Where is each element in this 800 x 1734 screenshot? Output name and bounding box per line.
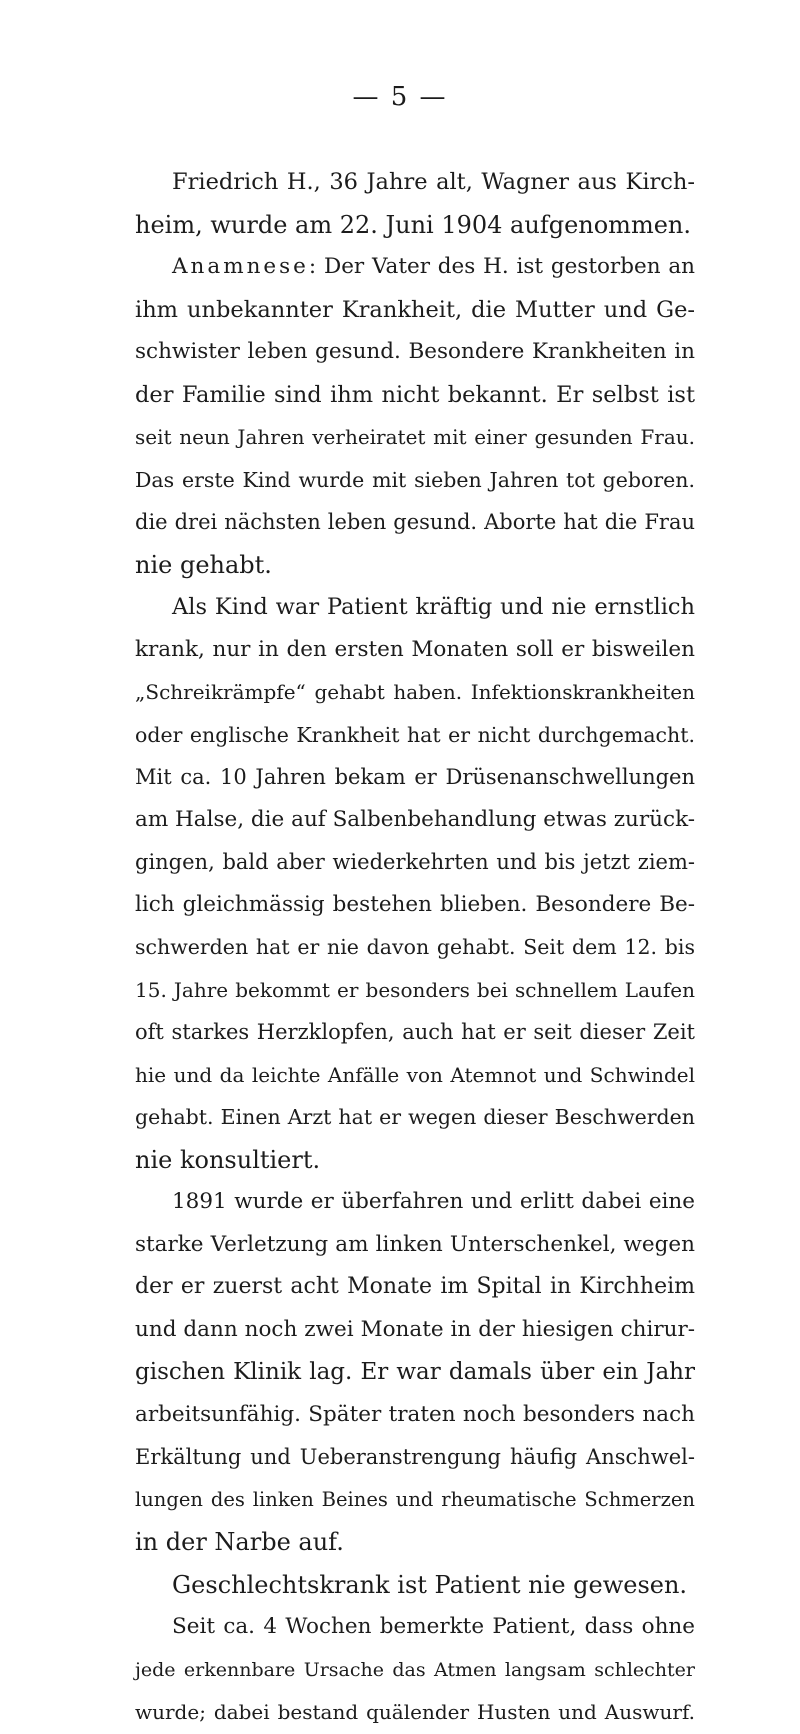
text-line-content: heim, wurde am 22. Juni 1904 aufgenommen. <box>135 210 691 239</box>
text-line-content: jede erkennbare Ursache das Atmen langsam schlechter <box>135 1658 695 1681</box>
text-line-content: „Schreikrämpfe“ gehabt haben. Infektionskrankheiten <box>135 680 695 704</box>
text-line-content: und dann noch zwei Monate in der hiesigen chirur- <box>135 1316 695 1342</box>
text-line <box>135 544 695 587</box>
text-line <box>135 1649 695 1692</box>
text-line <box>135 1139 695 1182</box>
page-number: — 5 — <box>352 82 448 112</box>
text-line <box>135 1394 695 1437</box>
text-line-content: ihm unbekannter Krankheit, die Mutter und Ge- <box>135 296 695 323</box>
text-line-content: in der Narbe auf. <box>135 1528 344 1556</box>
text-line <box>135 756 695 799</box>
text-line <box>135 374 695 417</box>
text-line-content: Das erste Kind wurde mit sieben Jahren tot geboren. <box>135 467 695 492</box>
text-line <box>135 1479 695 1522</box>
text-line-content: schwister leben gesund. Besondere Krankheiten in <box>135 339 695 364</box>
text-line <box>135 1351 695 1394</box>
text-line <box>135 1011 695 1054</box>
text-line <box>135 1054 695 1097</box>
text-line <box>135 841 695 884</box>
text-line-content: der Familie sind ihm nicht bekannt. Er selbst ist <box>135 381 695 408</box>
text-line-content: schwerden hat er nie davon gehabt. Seit dem 12. bis <box>135 935 695 959</box>
text-line <box>135 1266 695 1309</box>
text-line-content: gischen Klinik lag. Er war damals über ein Jahr <box>135 1359 695 1385</box>
text-line-content: arbeitsunfähig. Später traten noch besonders nach <box>135 1401 695 1427</box>
text-line <box>135 416 695 459</box>
text-line-content: : Der Vater des H. ist gestorben an <box>308 254 695 279</box>
text-line-content: lich gleichmässig bestehen blieben. Besondere Be- <box>135 891 695 917</box>
text-line <box>135 586 695 629</box>
text-line <box>135 629 695 672</box>
text-line <box>135 1096 695 1139</box>
text-line <box>135 1606 695 1649</box>
text-line-content: nie gehabt. <box>135 550 272 579</box>
text-line <box>135 1309 695 1352</box>
text-line-content: nie konsultiert. <box>135 1145 321 1174</box>
text-line-content: 15. Jahre bekommt er besonders bei schnellem Laufen <box>135 977 695 1002</box>
text-line-content: Geschlechtskrank ist Patient nie gewesen. <box>172 1570 688 1599</box>
text-line <box>135 884 695 927</box>
text-line-content: oft starkes Herzklopfen, auch hat er seit dieser Zeit <box>135 1020 695 1044</box>
text-line <box>135 1224 695 1267</box>
text-line-content: Seit ca. 4 Wochen bemerkte Patient, dass ohne <box>172 1614 695 1639</box>
text-line-content: lungen des linken Beines und rheumatische Schmerzen <box>135 1487 695 1511</box>
text-line <box>135 1564 695 1607</box>
text-line <box>135 714 695 757</box>
text-line-content: gingen, bald aber wiederkehrten und bis jetzt ziem- <box>135 850 695 874</box>
text-line-content: hie und da leichte Anfälle von Atemnot und Schwindel <box>135 1062 695 1087</box>
text-line <box>135 204 695 247</box>
text-line-content: krank, nur in den ersten Monaten soll er bisweilen <box>135 636 695 662</box>
text-line <box>135 671 695 714</box>
text-line-content: seit neun Jahren verheiratet mit einer gesunden Frau. <box>135 425 695 449</box>
text-line-content: oder englische Krankheit hat er nicht durchgemacht. <box>135 722 695 747</box>
text-line-content: Als Kind war Patient kräftig und nie ernstlich <box>172 594 695 620</box>
text-line-content: Erkältung und Ueberanstrengung häufig Anschwel- <box>135 1445 695 1469</box>
text-line <box>135 289 695 332</box>
text-line <box>135 1521 695 1564</box>
text-line <box>135 969 695 1012</box>
text-line-content: Friedrich H., 36 Jahre alt, Wagner aus Kirch- <box>172 169 695 195</box>
text-line-content: die drei nächsten leben gesund. Aborte hat die Frau <box>135 510 695 534</box>
text-line <box>135 459 695 502</box>
text-line <box>135 799 695 842</box>
text-line <box>135 501 695 544</box>
text-line <box>135 926 695 969</box>
text-line-content: Mit ca. 10 Jahren bekam er Drüsenanschwellungen <box>135 765 695 789</box>
text-line-content: wurde; dabei bestand quälender Husten und Auswurf. <box>135 1700 695 1724</box>
text-line-content: 1891 wurde er überfahren und erlitt dabei eine <box>172 1189 695 1214</box>
text-line <box>135 246 695 289</box>
text-line-content: am Halse, die auf Salbenbehandlung etwas zurück- <box>135 806 695 832</box>
text-line-content: starke Verletzung am linken Unterschenkel, wegen <box>135 1231 695 1257</box>
text-line <box>135 1436 695 1479</box>
text-line <box>135 331 695 374</box>
text-line <box>135 1691 695 1734</box>
text-line-content: gehabt. Einen Arzt hat er wegen dieser Beschwerden <box>135 1105 695 1129</box>
text-line-content: der er zuerst acht Monate im Spital in Kirchheim <box>135 1274 695 1299</box>
text-line <box>135 161 695 204</box>
body-text <box>135 161 695 1734</box>
section-heading-anamnese: Anamnese <box>172 254 309 279</box>
text-line <box>135 1181 695 1224</box>
